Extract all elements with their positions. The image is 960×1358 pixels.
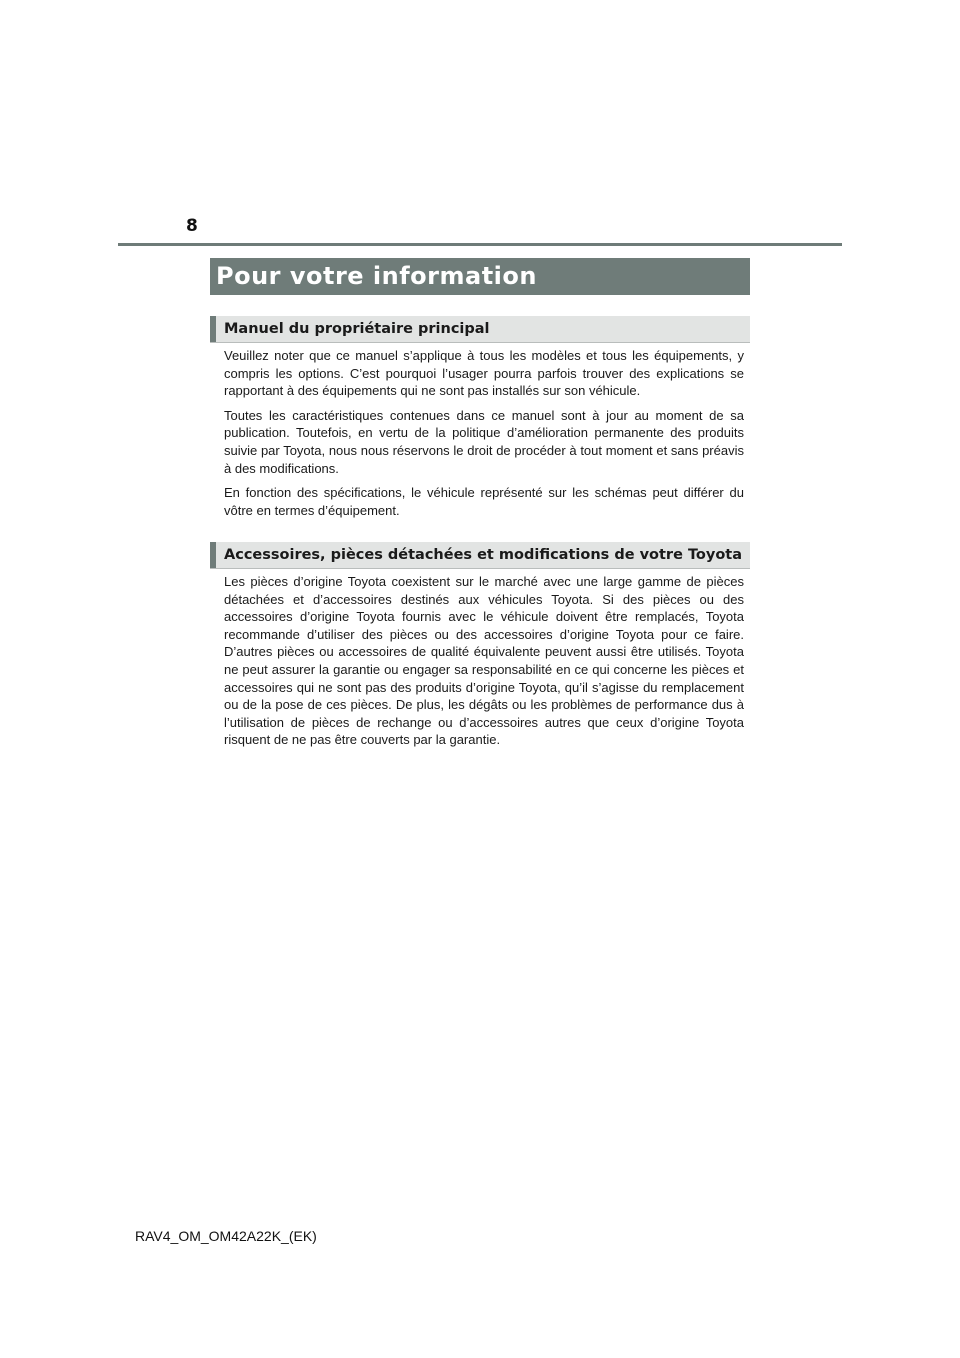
paragraph: Les pièces d’origine Toyota coexistent sur le marché avec une large gamme de pièces détachées et d’accessoires destinés aux véhicules Toyota. Si des pièces ou des accessoires d’origine Toyota fournis avec le véhicule doivent être remplacés, Toyota recommande d’utiliser des pièces ou des accessoires d’origine Toyota pour ce faire. D’autres pièces ou accessoires de qualité équivalente peuvent aussi être utilisés. Toyota ne peut assurer la garantie ou engager sa responsabilité en ce qui concerne les pièces et accessoires qui ne sont pas des produits d’origine Toyota, qu’il s’agisse du remplacement ou de la pose de ces pièces. De plus, les dégâts ou les problèmes de performance dus à l’utilisation de pièces de rechange ou d’accessoires autres que ceux d’origine Toyota risquent de ne pas être couverts par la garantie. [224,574,744,748]
document-code-footer: RAV4_OM_OM42A22K_(EK) [135,1228,317,1244]
chapter-title: Pour votre information [210,258,750,295]
paragraph: Veuillez noter que ce manuel s’applique à tous les modèles et tous les équipements, y compris les options. C’est pourquoi l’usager pourra parfois trouver des explications se rapportant à des équipements qui ne sont pas installés sur son véhicule. [224,348,744,399]
page-number: 8 [186,216,198,236]
section-heading-accessories: Accessoires, pièces détachées et modifications de votre Toyota [210,542,750,568]
header-rule [118,243,842,246]
section-body-accessories [224,573,744,756]
section-heading-manual: Manuel du propriétaire principal [210,316,750,342]
paragraph: En fonction des spécifications, le véhicule représenté sur les schémas peut différer du vôtre en termes d’équipement. [224,485,744,518]
paragraph: Toutes les caractéristiques contenues dans ce manuel sont à jour au moment de sa publication. Toutefois, en vertu de la politique d’amélioration permanente des produits suivie par Toyota, nous nous réservons le droit de procéder à tout moment et sans préavis à des modifications. [224,407,744,476]
section-body-manual [224,347,744,526]
